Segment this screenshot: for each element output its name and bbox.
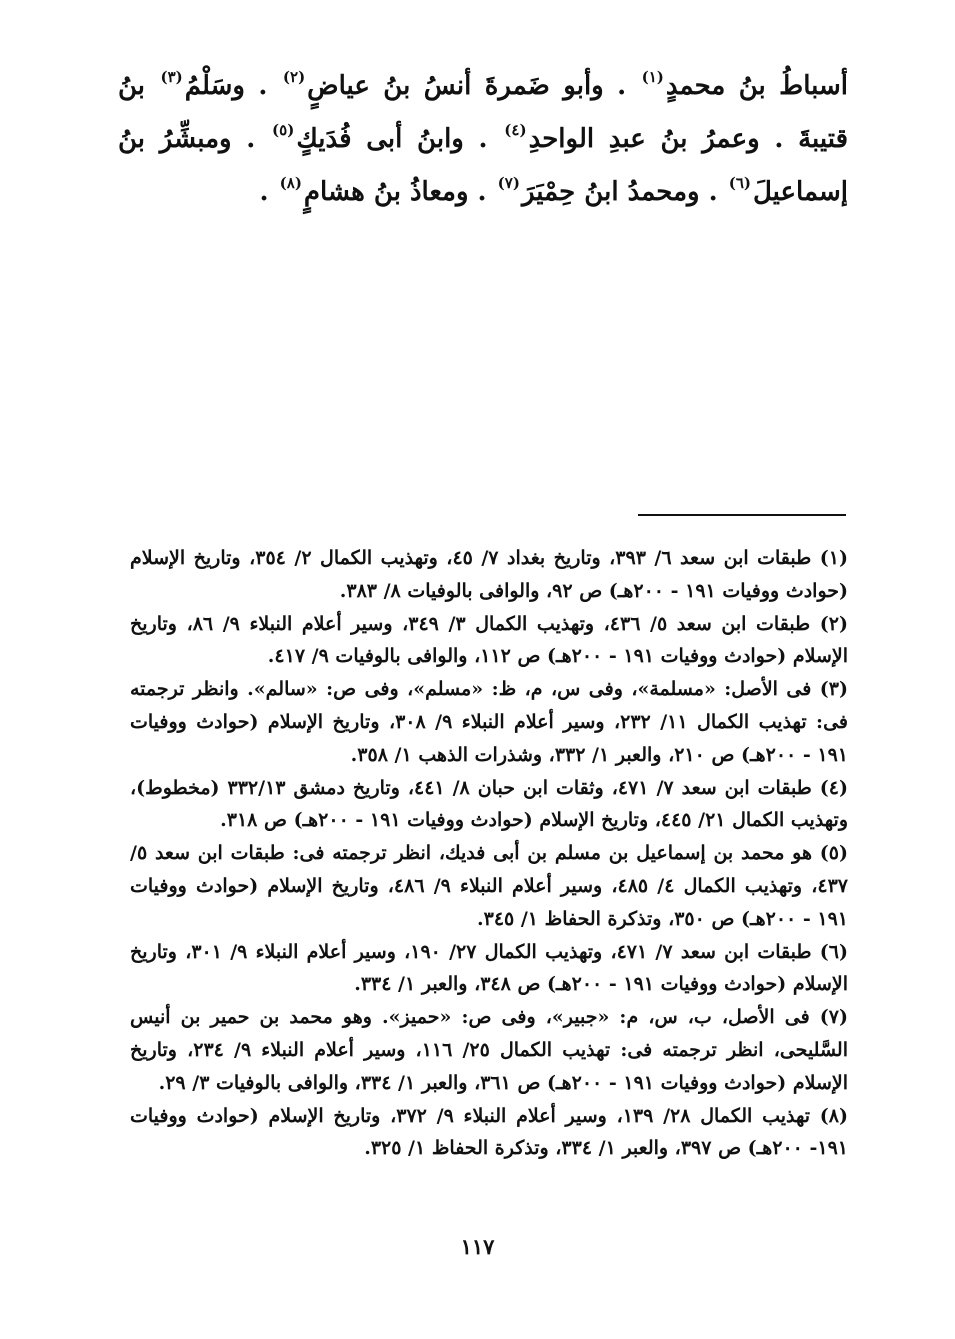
footnote-ref[interactable]: (٣) <box>160 68 183 86</box>
footnote-ref[interactable]: (٢) <box>282 68 306 86</box>
footnote-ref[interactable]: (٧) <box>497 174 520 192</box>
footnote-ref[interactable]: (٦) <box>728 174 751 192</box>
main-text-segment: . وأبو ضَمرةَ أنسُ بنُ عياضٍ <box>307 71 640 101</box>
footnote-5: (٥) هو محمد بن إسماعيل بن مسلم بن أبى فديك، انظر ترجمته فى: طبقات ابن سعد ٥/ ٤٣٧، وتهذيب الكمال ٤/ ٤٨٥، وسير أعلام النبلاء ٩/ ٤٨٦، وتاريخ الإسلام (حوادث ووفيات ١٩١ - ٢٠٠هـ) ص ٣٥٠، وتذكرة الحفاظ ١/ ٣٤٥. <box>130 842 848 930</box>
main-text-segment: . وسَلْمُ <box>184 71 281 101</box>
footnote-ref[interactable]: (٨) <box>279 174 302 192</box>
footnote-4: (٤) طبقات ابن سعد ٧/ ٤٧١، وثقات ابن حبان ٨/ ٤٤١، وتاريخ دمشق ٣٣٢/١٣ (مخطوط)، وتهذيب الكمال ٢١/ ٤٤٥، وتاريخ الإسلام (حوادث ووفيات ١٩١ - ٢٠٠هـ) ص ٣١٨. <box>130 776 849 832</box>
footnote-ref[interactable]: (٤) <box>504 121 527 139</box>
page-number: ١١٧ <box>460 1234 495 1259</box>
main-text-segment: . ومعاذُ بنُ هشامٍ <box>303 177 496 207</box>
footnote-8: (٨) تهذيب الكمال ٢٨/ ١٣٩، وسير أعلام النبلاء ٩/ ٣٧٢، وتاريخ الإسلام (حوادث ووفيات ١٩١- ٢٠٠هـ) ص ٣٩٧، والعبر ١/ ٣٣٤، وتذكرة الحفاظ ١/ ٣٢٥. <box>130 1104 848 1160</box>
main-text-segment: . ومبشِّرُ بنُ إسماعيلَ <box>118 124 848 207</box>
main-text-segment: . <box>259 177 278 207</box>
main-text-segment: . ومحمدُ ابنُ حِمْيَرَ <box>521 177 727 207</box>
footnote-2: (٢) طبقات ابن سعد ٥/ ٤٣٦، وتهذيب الكمال ٣/ ٣٤٩، وسير أعلام النبلاء ٩/ ٨٦، وتاريخ الإسلام (حوادث ووفيات ١٩١ - ٢٠٠هـ) ص ١١٢، والوافى بالوفيات ٩/ ٤١٧. <box>130 612 848 668</box>
main-text-segment: بنُ قتيبةَ . وعمرُ بنُ عبدِ الواحدِ <box>118 71 848 154</box>
footnote-ref[interactable]: (١) <box>641 68 664 86</box>
main-text-segment: أسباطُ بنُ محمدٍ <box>665 71 848 101</box>
footnote-7: (٧) فى الأصل، ب، س، م: «جبير»، وفى ص: «حميز». وهو محمد بن حمير بن أنيس السَّليحى، انظر ترجمته فى: تهذيب الكمال ٢٥/ ١١٦، وسير أعلام النبلاء ٩/ ٢٣٤، وتاريخ الإسلام (حوادث ووفيات ١٩١ - ٢٠٠هـ) ص ٣٦١، والعبر ١/ ٣٣٤، والوافى بالوفيات ٣/ ٢٩. <box>130 1006 848 1094</box>
footnote-6: (٦) طبقات ابن سعد ٧/ ٤٧١، وتهذيب الكمال ٢٧/ ١٩٠، وسير أعلام النبلاء ٩/ ٣٠١، وتاريخ الإسلام (حوادث ووفيات ١٩١ - ٢٠٠هـ) ص ٣٤٨، والعبر ١/ ٣٣٤. <box>130 940 848 996</box>
footnote-1: (١) طبقات ابن سعد ٦/ ٣٩٣، وتاريخ بغداد ٧/ ٤٥، وتهذيب الكمال ٢/ ٣٥٤، وتاريخ الإسلام (حوادث ووفيات ١٩١ - ٢٠٠هـ) ص ٩٢، والوافى بالوفيات ٨/ ٣٨٣. <box>130 547 848 602</box>
footnote-separator <box>638 514 846 516</box>
main-text <box>118 60 848 219</box>
footnote-ref[interactable]: (٥) <box>272 121 295 139</box>
footnote-3: (٣) فى الأصل: «مسلمة»، وفى س، م، ظ: «مسلم»، وفى ص: «سالم». وانظر ترجمته فى: تهذيب الكمال ١١/ ٢٣٢، وسير أعلام النبلاء ٩/ ٣٠٨، وتاريخ الإسلام (حوادث ووفيات ١٩١ - ٢٠٠هـ) ص ٢١٠، والعبر ١/ ٣٣٢، وشذرات الذهب ١/ ٣٥٨. <box>130 678 848 766</box>
main-text-segment: . وابنُ أبى فُدَيكٍ <box>296 124 503 154</box>
footnotes-section <box>130 542 848 1165</box>
